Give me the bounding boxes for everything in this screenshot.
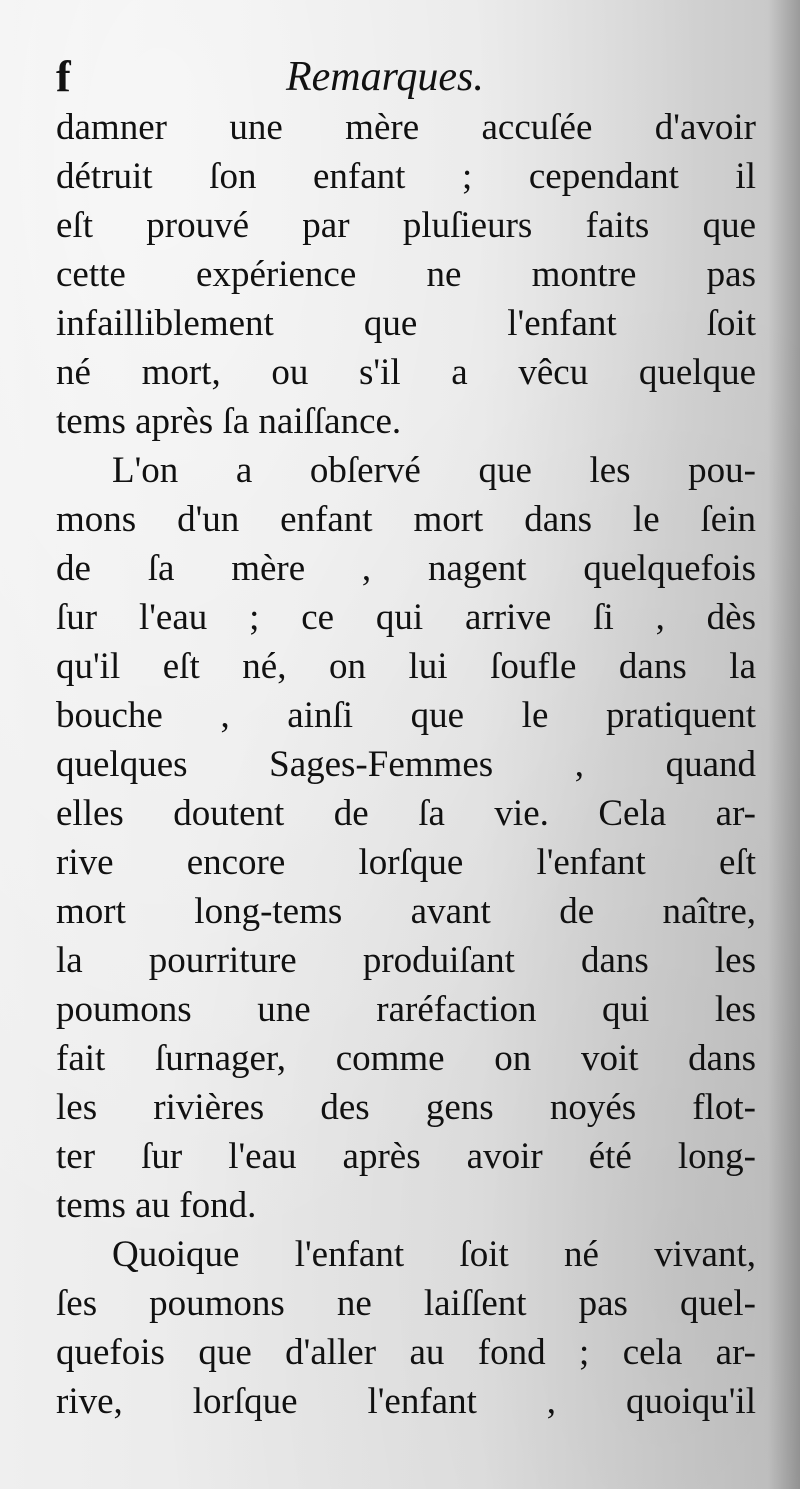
running-head: [56, 52, 756, 102]
text-line: fait ſurnager, comme on voit dans: [56, 1038, 756, 1079]
text-line: ſes poumons ne laiſſent pas quel-: [56, 1283, 756, 1324]
paragraph-3: [56, 1230, 756, 1426]
text-line: la pourriture produiſant dans les: [56, 940, 756, 981]
text-line: rive encore lorſque l'enfant eſt: [56, 842, 756, 883]
text-line: détruit ſon enfant ; cependant il: [56, 156, 756, 197]
text-line: ſur l'eau ; ce qui arrive ſi , dès: [56, 597, 756, 638]
text-line: quefois que d'aller au fond ; cela ar-: [56, 1332, 756, 1373]
paragraph-2: [56, 446, 756, 1230]
text-line: les rivières des gens noyés flot-: [56, 1087, 756, 1128]
text-line: cette expérience ne montre pas: [56, 254, 756, 295]
text-line: poumons une raréfaction qui les: [56, 989, 756, 1030]
text-line: tems au fond.: [56, 1185, 257, 1226]
text-line: quelques Sages-Femmes , quand: [56, 744, 756, 785]
text-line: qu'il eſt né, on lui ſoufle dans la: [56, 646, 756, 687]
text-line: mort long-tems avant de naître,: [56, 891, 756, 932]
text-line: né mort, ou s'il a vêcu quelque: [56, 352, 756, 393]
text-line: L'on a obſervé que les pou-: [112, 450, 756, 491]
text-line: rive, lorſque l'enfant , quoiqu'il: [56, 1381, 756, 1422]
text-line: infailliblement que l'enfant ſoit: [56, 303, 756, 344]
text-line: eſt prouvé par pluſieurs faits que: [56, 205, 756, 246]
text-line: damner une mère accuſée d'avoir: [56, 107, 756, 148]
page-number: f: [56, 52, 71, 101]
text-line: elles doutent de ſa vie. Cela ar-: [56, 793, 756, 834]
paragraph-1: [56, 103, 756, 446]
text-line: mons d'un enfant mort dans le ſein: [56, 499, 756, 540]
text-line: tems après ſa naiſſance.: [56, 401, 402, 442]
text-line: de ſa mère , nagent quelquefois: [56, 548, 756, 589]
text-line: Quoique l'enfant ſoit né vivant,: [112, 1234, 756, 1275]
body-text: [56, 103, 756, 1426]
running-head-title: Remarques.: [286, 54, 484, 100]
text-line: ter ſur l'eau après avoir été long-: [56, 1136, 756, 1177]
text-line: bouche , ainſi que le pratiquent: [56, 695, 756, 736]
